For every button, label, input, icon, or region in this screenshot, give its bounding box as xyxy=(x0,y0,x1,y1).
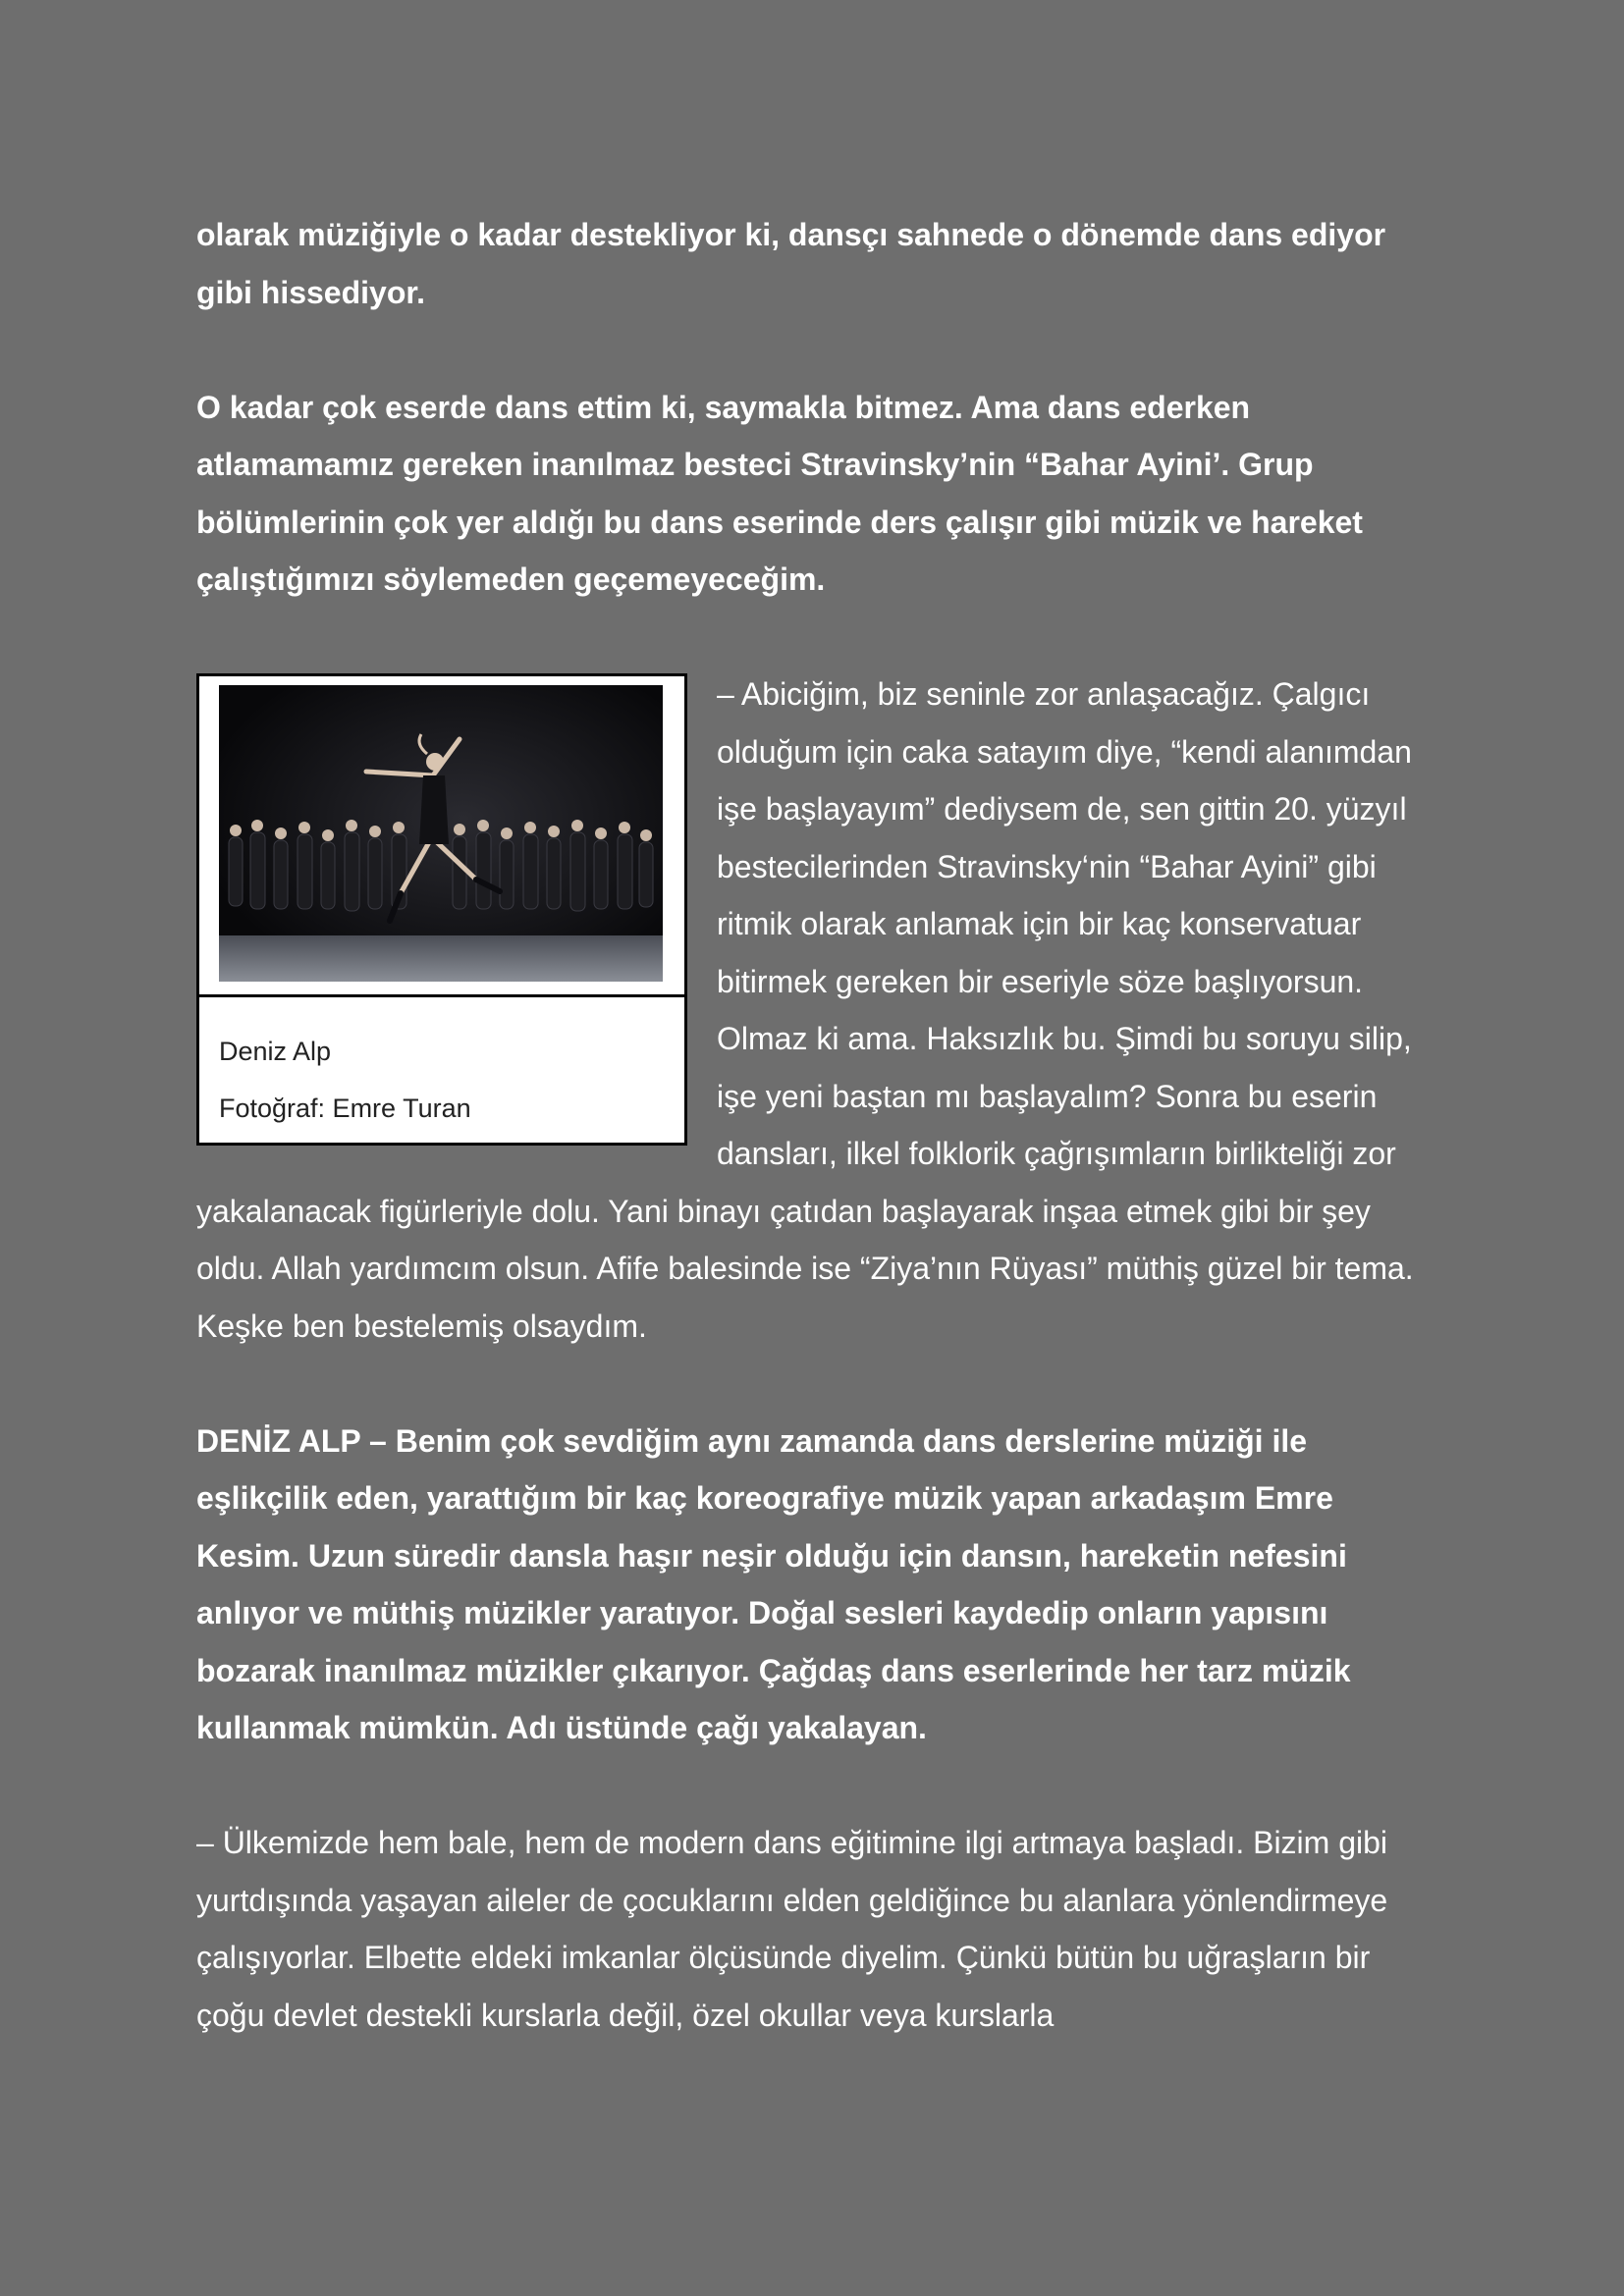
photo-figure xyxy=(196,673,687,1146)
photo-frame xyxy=(199,676,684,997)
photo-caption xyxy=(199,997,684,1143)
caption-credit: Fotoğraf: Emre Turan xyxy=(219,1094,471,1123)
paragraph-4: DENİZ ALP – Benim çok sevdiğim aynı zamanda dans derslerine müziği ile eşlikçilik eden, yarattığım bir kaç koreografiye müzik yapan arkadaşım Emre Kesim. Uzun süredir dansla haşır neşir olduğu için dansın, hareketin nefesini anlıyor ve müthiş müzikler yaratıyor. Doğal sesleri kaydedip onların yapısını bozarak inanılmaz müzikler çıkarıyor. Çağdaş dans eserlerinde her tarz müzik kullanmak mümkün. Adı üstünde çağı yakalayan. xyxy=(196,1422,1351,1745)
dance-photo xyxy=(219,685,663,982)
paragraph-3: – Abiciğim, biz seninle zor anlaşacağız. Çalgıcı olduğum için caka satayım diye, “kendi alanımdan işe başlayayım” dediysem de, sen gittin 20. yüzyıl bestecilerinden Stravinsky‘nin “Bahar Ayini” gibi ritmik olarak anlamak için bir kaç konservatuar bitirmek gereken bir eseriyle söze başlıyorsun. Olmaz ki ama. Haksızlık bu. Şimdi bu soruyu silip, işe yeni baştan mı başlayalım? Sonra bu eserin dansları, ilkel folklorik çağrışımların birlikteliği zor yakalanacak figürleriyle dolu. Yani binayı çatıdan başlayarak inşaa etmek gibi bir şey oldu. Allah yardımcım olsun. Afife balesinde ise “Ziya’nın Rüyası” müthiş güzel bir tema. Keşke ben bestelemiş olsaydım. xyxy=(196,676,1414,1344)
paragraph-1: olarak müziğiyle o kadar destekliyor ki, dansçı sahnede o dönemde dans ediyor gibi hissediyor. xyxy=(196,217,1386,310)
caption-name: Deniz Alp xyxy=(219,1037,332,1066)
document-page xyxy=(196,206,1434,2044)
paragraph-2: O kadar çok eserde dans ettim ki, saymakla bitmez. Ama dans ederken atlamamamız gereken inanılmaz besteci Stravinsky’nin “Bahar Ayini’. Grup bölümlerinin çok yer aldığı bu dans eserinde ders çalışır gibi müzik ve hareket çalıştığımızı söylemeden geçemeyeceğim. xyxy=(196,389,1363,597)
paragraph-5: – Ülkemizde hem bale, hem de modern dans eğitimine ilgi artmaya başladı. Bizim gibi yurtdışında yaşayan aileler de çocuklarını elden geldiğince bu alanlara yönlendirmeye çalışıyorlar. Elbette eldeki imkanlar ölçüsünde diyelim. Çünkü bütün bu uğraşların bir çoğu devlet destekli kurslarla değil, özel okullar veya kurslarla xyxy=(196,1825,1388,2033)
figure-section xyxy=(196,666,1434,1355)
